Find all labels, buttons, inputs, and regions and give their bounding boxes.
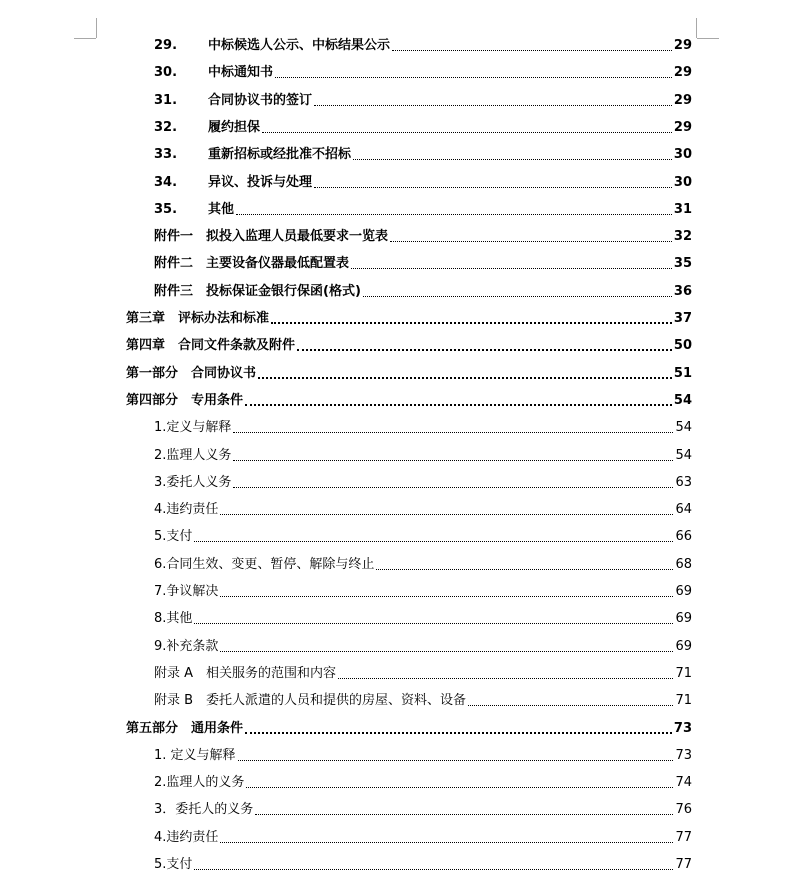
toc-entry[interactable] — [154, 416, 692, 436]
dot-leader — [194, 869, 673, 870]
toc-entry-page-number: 29 — [673, 120, 692, 135]
toc-entry[interactable] — [154, 198, 692, 218]
toc-entry[interactable] — [154, 171, 692, 191]
dot-leader — [233, 432, 673, 433]
dot-leader — [338, 678, 673, 679]
toc-entry-title: 7.争议解决 — [154, 584, 219, 599]
toc-entry[interactable] — [154, 580, 692, 600]
dot-leader — [392, 50, 672, 51]
dot-leader — [220, 651, 673, 652]
toc-entry-page-number: 54 — [675, 420, 692, 435]
toc-entry-page-number: 29 — [673, 38, 692, 53]
toc-entry-title: 中标候选人公示、中标结果公示 — [208, 38, 391, 53]
toc-entry[interactable] — [154, 61, 692, 81]
toc-entry-page-number: 76 — [675, 802, 692, 817]
toc-entry[interactable] — [154, 34, 692, 54]
toc-entry-title: 第三章 评标办法和标准 — [126, 311, 270, 326]
toc-entry-page-number: 69 — [675, 611, 692, 626]
toc-entry[interactable] — [154, 444, 692, 464]
dot-leader — [262, 132, 672, 133]
toc-entry-title: 4.违约责任 — [154, 830, 219, 845]
toc-entry-number: 34. — [154, 175, 178, 190]
toc-entry-page-number: 69 — [675, 639, 692, 654]
toc-entry-title: 5.支付 — [154, 529, 193, 544]
toc-entry-page-number: 66 — [675, 529, 692, 544]
toc-entry-page-number: 32 — [673, 229, 692, 244]
toc-entry[interactable] — [126, 307, 692, 327]
toc-entry-title: 9.补充条款 — [154, 639, 219, 654]
toc-entry[interactable] — [154, 607, 692, 627]
toc-entry-page-number: 50 — [673, 338, 692, 353]
toc-entry-page-number: 30 — [673, 147, 692, 162]
dot-leader — [220, 596, 673, 597]
toc-entry-title: 重新招标或经批准不招标 — [208, 147, 352, 162]
toc-entry-page-number: 30 — [673, 175, 692, 190]
dot-leader — [314, 105, 672, 106]
toc-entry-title: 2.监理人义务 — [154, 448, 232, 463]
toc-entry-title: 5.支付 — [154, 857, 193, 872]
dot-leader — [363, 296, 672, 297]
toc-entry-title: 附录 A 相关服务的范围和内容 — [154, 666, 337, 681]
dot-leader — [376, 569, 673, 570]
toc-entry-title: 履约担保 — [208, 120, 261, 135]
toc-entry[interactable] — [126, 362, 692, 382]
toc-entry-page-number: 37 — [673, 311, 692, 326]
toc-entry[interactable] — [154, 525, 692, 545]
toc-entry-page-number: 36 — [673, 284, 692, 299]
toc-entry-title: 异议、投诉与处理 — [208, 175, 313, 190]
toc-entry-page-number: 31 — [673, 202, 692, 217]
dot-leader — [238, 760, 674, 761]
toc-entry[interactable] — [154, 280, 692, 300]
toc-entry-title: 6.合同生效、变更、暂停、解除与终止 — [154, 557, 375, 572]
dot-leader — [233, 487, 673, 488]
dot-leader — [271, 322, 672, 324]
dot-leader — [390, 241, 672, 242]
toc-entry-number: 29. — [154, 38, 178, 53]
toc-entry[interactable] — [126, 717, 692, 737]
toc-entry-page-number: 51 — [673, 366, 692, 381]
toc-entry-title: 第四章 合同文件条款及附件 — [126, 338, 296, 353]
dot-leader — [194, 623, 673, 624]
dot-leader — [220, 514, 673, 515]
toc-entry-page-number: 64 — [675, 502, 692, 517]
toc-entry-title: 3.委托人义务 — [154, 475, 232, 490]
toc-entry-page-number: 63 — [675, 475, 692, 490]
toc-entry-title: 第一部分 合同协议书 — [126, 366, 257, 381]
toc-entry-page-number: 77 — [675, 830, 692, 845]
toc-entry[interactable] — [154, 798, 692, 818]
toc-entry[interactable] — [154, 225, 692, 245]
toc-entry-page-number: 77 — [675, 857, 692, 872]
toc-entry-page-number: 68 — [675, 557, 692, 572]
dot-leader — [353, 159, 672, 160]
toc-entry-page-number: 29 — [673, 65, 692, 80]
toc-entry-title: 第五部分 通用条件 — [126, 721, 244, 736]
toc-entry-page-number: 35 — [673, 256, 692, 271]
toc-entry-page-number: 69 — [675, 584, 692, 599]
toc-entry-title: 中标通知书 — [208, 65, 274, 80]
toc-entry-title: 1.定义与解释 — [154, 420, 232, 435]
toc-entry-title: 8.其他 — [154, 611, 193, 626]
toc-entry[interactable] — [154, 471, 692, 491]
toc-entry[interactable] — [154, 89, 692, 109]
dot-leader — [351, 268, 672, 269]
toc-entry[interactable] — [154, 826, 692, 846]
dot-leader — [297, 349, 672, 351]
toc-entry[interactable] — [154, 744, 692, 764]
toc-entry[interactable] — [154, 252, 692, 272]
toc-entry[interactable] — [154, 635, 692, 655]
toc-entry[interactable] — [154, 143, 692, 163]
dot-leader — [233, 460, 673, 461]
dot-leader — [246, 787, 673, 788]
dot-leader — [255, 814, 673, 815]
toc-entry-page-number: 73 — [673, 721, 692, 736]
crop-mark-top-right-vertical — [696, 18, 697, 38]
toc-entry-title: 1. 定义与解释 — [154, 748, 236, 763]
toc-entry[interactable] — [154, 662, 692, 682]
dot-leader — [245, 732, 672, 734]
dot-leader — [258, 377, 672, 379]
toc-entry-title: 其他 — [208, 202, 235, 217]
crop-mark-top-left-vertical — [96, 18, 97, 38]
dot-leader — [275, 77, 672, 78]
toc-entry-page-number: 54 — [673, 393, 692, 408]
toc-entry-title: 4.违约责任 — [154, 502, 219, 517]
toc-entry-title: 附件二 主要设备仪器最低配置表 — [154, 256, 350, 271]
toc-entry[interactable] — [154, 116, 692, 136]
crop-mark-top-right-horizontal — [697, 38, 719, 39]
toc-entry-page-number: 74 — [675, 775, 692, 790]
toc-entry[interactable] — [126, 334, 692, 354]
toc-entry[interactable] — [154, 498, 692, 518]
toc-entry-number: 33. — [154, 147, 178, 162]
crop-mark-top-left-horizontal — [74, 38, 96, 39]
toc-entry[interactable] — [154, 853, 692, 873]
toc-entry-number: 30. — [154, 65, 178, 80]
toc-entry-number: 35. — [154, 202, 178, 217]
toc-entry-number: 31. — [154, 93, 178, 108]
toc-entry[interactable] — [154, 689, 692, 709]
toc-entry[interactable] — [126, 389, 692, 409]
toc-entry-title: 附录 B 委托人派遣的人员和提供的房屋、资料、设备 — [154, 693, 467, 708]
dot-leader — [194, 541, 673, 542]
toc-entry[interactable] — [154, 553, 692, 573]
toc-entry-page-number: 71 — [675, 666, 692, 681]
toc-entry-title: 附件三 投标保证金银行保函(格式) — [154, 284, 361, 299]
toc-entry-page-number: 29 — [673, 93, 692, 108]
dot-leader — [236, 214, 672, 215]
toc-entry-title: 合同协议书的签订 — [208, 93, 313, 108]
toc-entry[interactable] — [154, 771, 692, 791]
dot-leader — [220, 842, 673, 843]
toc-entry-title: 第四部分 专用条件 — [126, 393, 244, 408]
dot-leader — [245, 404, 672, 406]
toc-entry-page-number: 71 — [675, 693, 692, 708]
toc-entry-title: 附件一 拟投入监理人员最低要求一览表 — [154, 229, 389, 244]
dot-leader — [314, 187, 672, 188]
toc-entry-title: 3．委托人的义务 — [154, 802, 254, 817]
toc-entry-page-number: 73 — [675, 748, 692, 763]
toc-entry-page-number: 54 — [675, 448, 692, 463]
toc-entry-title: 2.监理人的义务 — [154, 775, 245, 790]
dot-leader — [468, 705, 673, 706]
toc-entry-number: 32. — [154, 120, 178, 135]
